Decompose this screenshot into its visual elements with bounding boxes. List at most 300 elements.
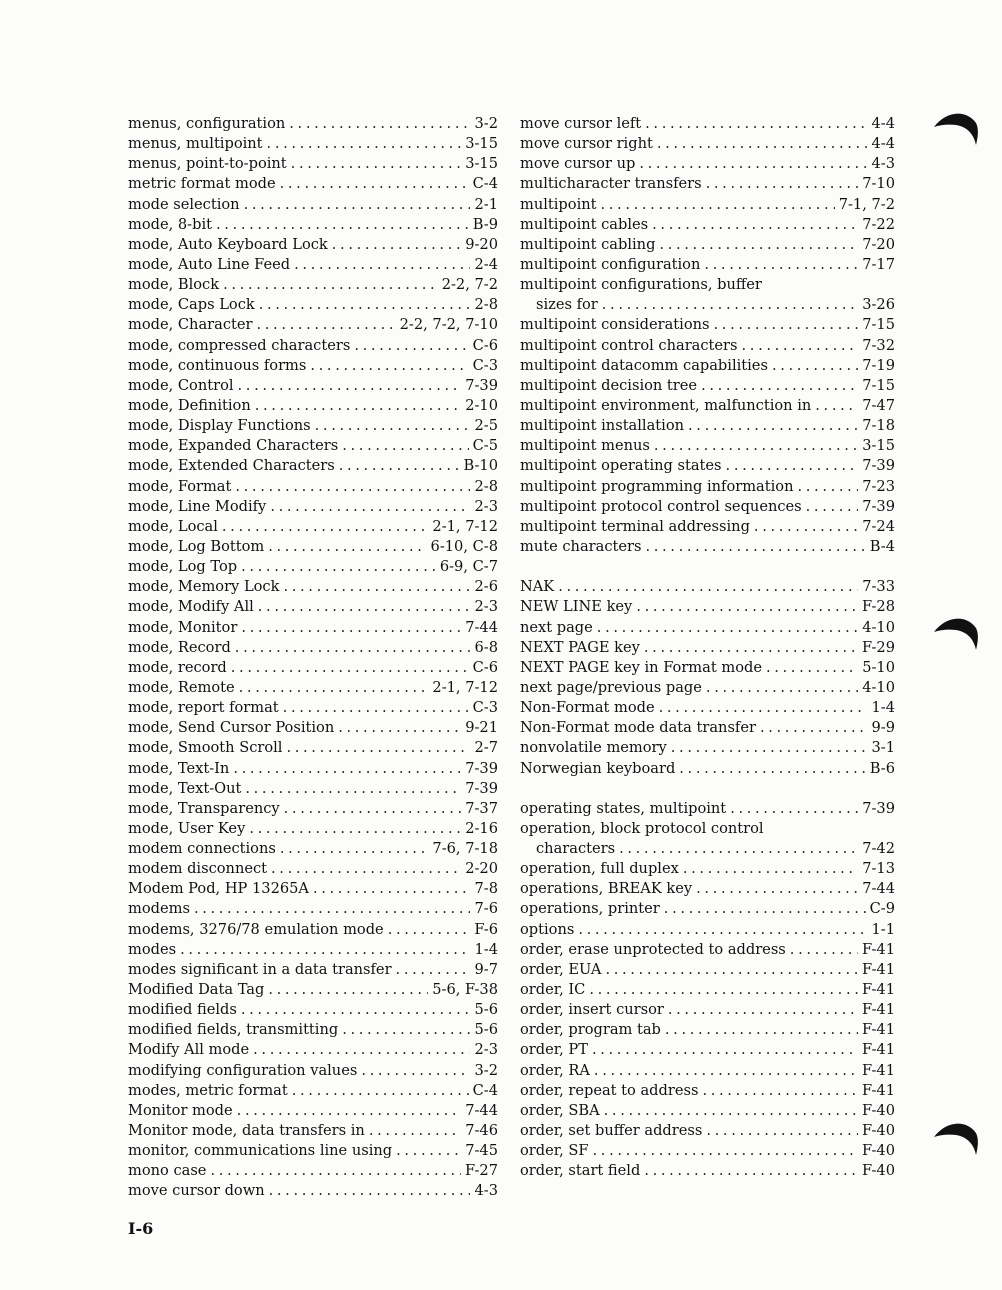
index-term: metric format mode [128, 175, 276, 193]
dot-leader [210, 1161, 461, 1181]
index-page-ref: 2-6 [474, 578, 498, 596]
index-term: mode, Expanded Characters [128, 437, 339, 455]
dot-leader [679, 759, 866, 779]
dot-leader [361, 1061, 470, 1081]
index-term: mode, Smooth Scroll [128, 739, 283, 757]
index-term: operation, full duplex [520, 860, 679, 878]
index-entry [520, 1161, 895, 1181]
dot-leader [354, 336, 468, 356]
dot-leader [704, 255, 858, 275]
index-page-ref: 3-2 [474, 1061, 498, 1079]
dot-leader [310, 356, 468, 376]
dot-leader [597, 618, 858, 638]
index-term: order, repeat to address [520, 1081, 699, 1099]
index-page-ref: B-10 [463, 457, 498, 475]
index-entry [520, 940, 895, 960]
section-gap [520, 557, 895, 577]
index-entry [128, 235, 498, 255]
dot-leader [313, 879, 471, 899]
index-term: nonvolatile memory [520, 739, 667, 757]
index-entry [128, 618, 498, 638]
index-term: order, SF [520, 1142, 589, 1160]
index-entry [520, 658, 895, 678]
dot-leader [636, 597, 858, 617]
dot-leader [558, 577, 858, 597]
dot-leader [332, 235, 461, 255]
index-page-ref: 7-45 [465, 1142, 498, 1160]
index-term: menus, point-to-point [128, 155, 287, 173]
index-entry [520, 577, 895, 597]
index-term: multipoint programming information [520, 477, 794, 495]
index-term: Non-Format mode data transfer [520, 719, 756, 737]
index-term: modified fields, transmitting [128, 1021, 339, 1039]
index-page-ref: 2-2, 7-2, 7-10 [399, 316, 498, 334]
index-entry [128, 698, 498, 718]
dot-leader [253, 1040, 470, 1060]
index-entry [520, 738, 895, 758]
dot-leader [369, 1121, 461, 1141]
index-term: mode, Record [128, 638, 231, 656]
index-page-ref: 2-4 [474, 255, 498, 273]
dot-leader [594, 1061, 858, 1081]
dot-leader [342, 1020, 470, 1040]
index-entry [520, 215, 895, 235]
index-entry [520, 517, 895, 537]
dot-leader [239, 678, 429, 698]
index-entry [520, 154, 895, 174]
index-term: mode, Auto Keyboard Lock [128, 235, 328, 253]
index-page-ref: 4-3 [474, 1182, 498, 1200]
index-page-ref: 7-37 [465, 799, 498, 817]
index-term: monitor, communications line using [128, 1142, 393, 1160]
dot-leader [730, 799, 858, 819]
dot-leader [702, 1081, 858, 1101]
dot-leader [255, 396, 461, 416]
index-entry [128, 658, 498, 678]
dot-leader [396, 1141, 461, 1161]
index-page-ref: 4-4 [871, 115, 895, 132]
index-page-ref: 2-2, 7-2 [441, 276, 498, 294]
dot-leader [706, 678, 858, 698]
dot-leader [284, 799, 462, 819]
index-page-ref: 7-44 [465, 1101, 498, 1119]
index-page-ref: 2-3 [474, 598, 498, 616]
thumb-tab-mark [932, 1115, 980, 1163]
index-page-ref: F-41 [862, 940, 895, 958]
index-page-ref: 2-7 [474, 739, 498, 757]
index-entry [128, 940, 498, 960]
index-term: mode, Log Top [128, 558, 238, 576]
index-page-ref: 6-10, C-8 [430, 537, 498, 555]
index-page-ref: 7-6 [474, 900, 498, 918]
index-page-ref: C-9 [869, 900, 895, 918]
dot-leader [766, 658, 858, 678]
dot-leader [339, 456, 460, 476]
index-term: Modified Data Tag [128, 981, 265, 999]
dot-leader [241, 1000, 471, 1020]
index-page-ref: 3-26 [862, 296, 895, 314]
dot-leader [238, 376, 462, 396]
dot-leader [592, 1040, 858, 1060]
dot-leader [237, 1101, 462, 1121]
index-page-ref: 2-8 [474, 296, 498, 314]
index-page-ref: 7-39 [862, 457, 895, 475]
index-term: mode selection [128, 195, 240, 213]
index-entry [520, 134, 895, 154]
index-page-ref: 3-1 [871, 739, 895, 757]
dot-leader [249, 819, 461, 839]
index-section-n [520, 577, 895, 778]
index-column-right [520, 114, 895, 1181]
dot-leader [280, 839, 429, 859]
index-entry [520, 295, 895, 315]
index-entry [128, 960, 498, 980]
index-entry [520, 356, 895, 376]
index-page-ref: F-29 [862, 638, 895, 656]
index-entry [128, 1000, 498, 1020]
index-entry [520, 376, 895, 396]
index-entry [128, 356, 498, 376]
dot-leader [256, 315, 395, 335]
index-term: menus, configuration [128, 115, 286, 132]
index-term: move cursor left [520, 115, 642, 132]
index-page-ref: F-41 [862, 1021, 895, 1039]
dot-leader [605, 960, 858, 980]
dot-leader [645, 114, 867, 134]
dot-leader [267, 134, 462, 154]
index-page-ref: 7-39 [465, 759, 498, 777]
index-entry [520, 678, 895, 698]
dot-leader [772, 356, 858, 376]
index-page-ref: 7-19 [862, 356, 895, 374]
index-term: mode, Auto Line Feed [128, 255, 291, 273]
index-term: mode, Remote [128, 678, 235, 696]
index-entry [128, 1101, 498, 1121]
index-term: Monitor mode [128, 1101, 233, 1119]
index-term: multipoint installation [520, 417, 685, 435]
index-entry [128, 638, 498, 658]
index-page-ref: F-40 [862, 1162, 895, 1180]
dot-leader [806, 497, 859, 517]
index-page-ref: 1-4 [871, 699, 895, 717]
index-term: multicharacter transfers [520, 175, 702, 193]
index-term: order, SBA [520, 1101, 600, 1119]
index-term: Norwegian keyboard [520, 759, 676, 777]
index-page-ref: 4-10 [862, 618, 895, 636]
index-term: mode, Extended Characters [128, 457, 335, 475]
index-term: mode, Send Cursor Position [128, 719, 335, 737]
dot-leader [233, 759, 461, 779]
dot-leader [644, 1161, 858, 1181]
dot-leader [291, 154, 462, 174]
index-term: NAK [520, 578, 555, 596]
index-page-ref: 7-33 [862, 578, 895, 596]
index-page-ref: 2-20 [465, 860, 498, 878]
index-page-ref: 7-23 [862, 477, 895, 495]
index-page-ref: F-41 [862, 960, 895, 978]
index-page-ref: 7-39 [465, 779, 498, 797]
index-term: Modify All mode [128, 1041, 250, 1059]
index-term: mode, continuous forms [128, 356, 307, 374]
dot-leader [639, 154, 867, 174]
index-page-ref: B-4 [869, 537, 895, 555]
index-page-ref: F-40 [862, 1101, 895, 1119]
index-page-ref: 7-17 [862, 255, 895, 273]
index-term: mode, Local [128, 517, 218, 535]
dot-leader [292, 1081, 469, 1101]
index-page-ref: F-27 [465, 1162, 498, 1180]
index-entry [128, 436, 498, 456]
index-entry [520, 456, 895, 476]
dot-leader [754, 517, 858, 537]
index-term: multipoint [520, 195, 597, 213]
page-number: I-6 [128, 1219, 154, 1238]
index-term: modem disconnect [128, 860, 268, 878]
index-page-ref: 7-15 [862, 316, 895, 334]
index-page-ref: 2-1, 7-12 [432, 517, 498, 535]
index-term: NEXT PAGE key in Format mode [520, 658, 762, 676]
index-term: mode, Transparency [128, 799, 280, 817]
index-page-ref: 2-5 [474, 417, 498, 435]
index-term: mode, Monitor [128, 618, 238, 636]
index-page-ref: 5-6 [474, 1001, 498, 1019]
dot-leader [286, 738, 470, 758]
index-entry [128, 899, 498, 919]
index-entry [128, 456, 498, 476]
index-entry [520, 759, 895, 779]
index-page-ref: 2-3 [474, 1041, 498, 1059]
index-entry [520, 920, 895, 940]
index-entry [128, 154, 498, 174]
index-term: move cursor down [128, 1182, 265, 1200]
index-entry [128, 396, 498, 416]
index-entry [520, 1020, 895, 1040]
index-page-ref: 2-10 [465, 396, 498, 414]
index-entry [128, 1081, 498, 1101]
dot-leader [706, 1121, 858, 1141]
index-term: order, EUA [520, 960, 602, 978]
index-page-ref: 2-16 [465, 819, 498, 837]
dot-leader [659, 235, 858, 255]
index-page-ref: 7-32 [862, 336, 895, 354]
index-page-ref: C-5 [472, 437, 498, 455]
index-term: characters [536, 840, 616, 858]
dot-leader [338, 718, 461, 738]
index-entry [128, 1181, 498, 1201]
index-section-m [520, 114, 895, 557]
index-term: options [520, 920, 575, 938]
index-entry [128, 315, 498, 335]
dot-leader [271, 859, 461, 879]
index-page-ref: 7-44 [465, 618, 498, 636]
index-entry [520, 195, 895, 215]
index-entry [128, 114, 498, 134]
dot-leader [244, 195, 471, 215]
index-page-ref: C-4 [472, 175, 498, 193]
thumb-tab-mark [932, 105, 980, 153]
index-entry [128, 577, 498, 597]
dot-leader [652, 215, 858, 235]
index-page-ref: 7-20 [862, 235, 895, 253]
index-entry [520, 597, 895, 617]
index-term: next page [520, 618, 593, 636]
index-term: sizes for [536, 296, 598, 314]
dot-leader [602, 295, 858, 315]
index-entry [520, 497, 895, 517]
index-term: mode, Log Bottom [128, 537, 265, 555]
dot-leader [396, 960, 471, 980]
index-page-ref: 3-15 [465, 135, 498, 153]
index-term: mode, compressed characters [128, 336, 351, 354]
index-entry [520, 1101, 895, 1121]
index-page-ref: 7-24 [862, 517, 895, 535]
index-entry [128, 819, 498, 839]
index-term: menus, multipoint [128, 135, 263, 153]
index-entry [520, 839, 895, 859]
index-term: operating states, multipoint [520, 799, 727, 817]
index-term: Monitor mode, data transfers in [128, 1122, 365, 1140]
index-entry [128, 517, 498, 537]
index-entry [128, 174, 498, 194]
index-entry [520, 960, 895, 980]
index-entry [520, 1061, 895, 1081]
index-page-ref: C-4 [472, 1081, 498, 1099]
index-entry [520, 436, 895, 456]
index-term: modes significant in a data transfer [128, 960, 392, 978]
index-page-ref: 2-1 [474, 195, 498, 213]
dot-leader [258, 597, 471, 617]
index-entry [520, 235, 895, 255]
index-page-ref: C-6 [472, 336, 498, 354]
index-term: Non-Format mode [520, 699, 655, 717]
index-term: mode, Format [128, 477, 232, 495]
index-entry [128, 738, 498, 758]
index-page-ref: 7-39 [465, 376, 498, 394]
index-entry [128, 376, 498, 396]
index-entry [128, 416, 498, 436]
index-entry [128, 980, 498, 1000]
index-page-ref: F-41 [862, 1081, 895, 1099]
index-page-ref: 9-9 [871, 719, 895, 737]
index-entry [520, 174, 895, 194]
index-page-ref: 9-7 [474, 960, 498, 978]
index-entry [128, 497, 498, 517]
index-page-ref: F-41 [862, 1061, 895, 1079]
dot-leader [289, 114, 470, 134]
dot-leader [388, 920, 471, 940]
dot-leader [235, 638, 471, 658]
index-page-ref: 7-39 [862, 799, 895, 817]
index-term: mode, Block [128, 276, 220, 294]
dot-leader [283, 698, 469, 718]
index-page-ref: 6-9, C-7 [439, 558, 498, 576]
dot-leader [245, 779, 461, 799]
index-page-ref: 4-10 [862, 678, 895, 696]
index-page-ref: F-41 [862, 1001, 895, 1019]
dot-leader [760, 718, 868, 738]
thumb-tab-mark [932, 610, 980, 658]
index-term: operations, printer [520, 900, 660, 918]
index-term: mono case [128, 1162, 207, 1180]
index-page-ref: 1-4 [474, 940, 498, 958]
index-entry [128, 799, 498, 819]
index-page-ref: F-40 [862, 1142, 895, 1160]
index-entry [520, 698, 895, 718]
index-term: mode, Modify All [128, 598, 254, 616]
dot-leader [194, 899, 471, 919]
index-term: modems, 3276/78 emulation mode [128, 920, 384, 938]
index-term: order, RA [520, 1061, 590, 1079]
index-page-ref: 9-21 [465, 719, 498, 737]
index-page-ref: 9-20 [465, 235, 498, 253]
dot-leader [701, 376, 858, 396]
index-entry [128, 920, 498, 940]
index-entry [520, 336, 895, 356]
index-term: order, start field [520, 1162, 641, 1180]
index-term: multipoint cabling [520, 235, 656, 253]
dot-leader [742, 336, 859, 356]
index-page-ref: C-6 [472, 658, 498, 676]
index-entry [520, 980, 895, 1000]
dot-leader [241, 557, 436, 577]
index-term: NEW LINE key [520, 598, 633, 616]
index-page-ref: 7-13 [862, 860, 895, 878]
index-page-ref: 3-15 [862, 437, 895, 455]
index-entry [128, 537, 498, 557]
dot-leader [223, 275, 438, 295]
index-term: multipoint datacomm capabilities [520, 356, 768, 374]
index-page-ref: F-41 [862, 981, 895, 999]
dot-leader [797, 477, 858, 497]
dot-leader [688, 416, 858, 436]
index-entry [128, 597, 498, 617]
index-term: order, program tab [520, 1021, 661, 1039]
index-entry [128, 275, 498, 295]
index-entry [128, 839, 498, 859]
dot-leader [619, 839, 858, 859]
dot-leader [283, 577, 470, 597]
index-page-ref: F-40 [862, 1122, 895, 1140]
index-entry [520, 416, 895, 436]
index-entry [128, 1161, 498, 1181]
index-entry [520, 859, 895, 879]
index-entry [128, 336, 498, 356]
index-page-ref: 7-8 [474, 880, 498, 898]
dot-leader [231, 658, 469, 678]
index-page-ref: 7-10 [862, 175, 895, 193]
dot-leader [645, 537, 865, 557]
dot-leader [815, 396, 858, 416]
index-entry [520, 255, 895, 275]
index-entry [520, 1081, 895, 1101]
dot-leader [235, 477, 470, 497]
index-entry [520, 1121, 895, 1141]
index-entry [128, 477, 498, 497]
dot-leader [280, 174, 469, 194]
dot-leader [664, 899, 866, 919]
index-page-ref: 7-1, 7-2 [838, 195, 895, 213]
index-term: order, set buffer address [520, 1122, 703, 1140]
section-gap [520, 779, 895, 799]
index-entry [520, 819, 895, 839]
index-term: mode, User Key [128, 819, 246, 837]
index-term: order, PT [520, 1041, 588, 1059]
dot-leader [578, 920, 867, 940]
index-entry [128, 134, 498, 154]
index-entry [520, 275, 895, 295]
index-term: mode, Character [128, 316, 253, 334]
index-entry [128, 879, 498, 899]
